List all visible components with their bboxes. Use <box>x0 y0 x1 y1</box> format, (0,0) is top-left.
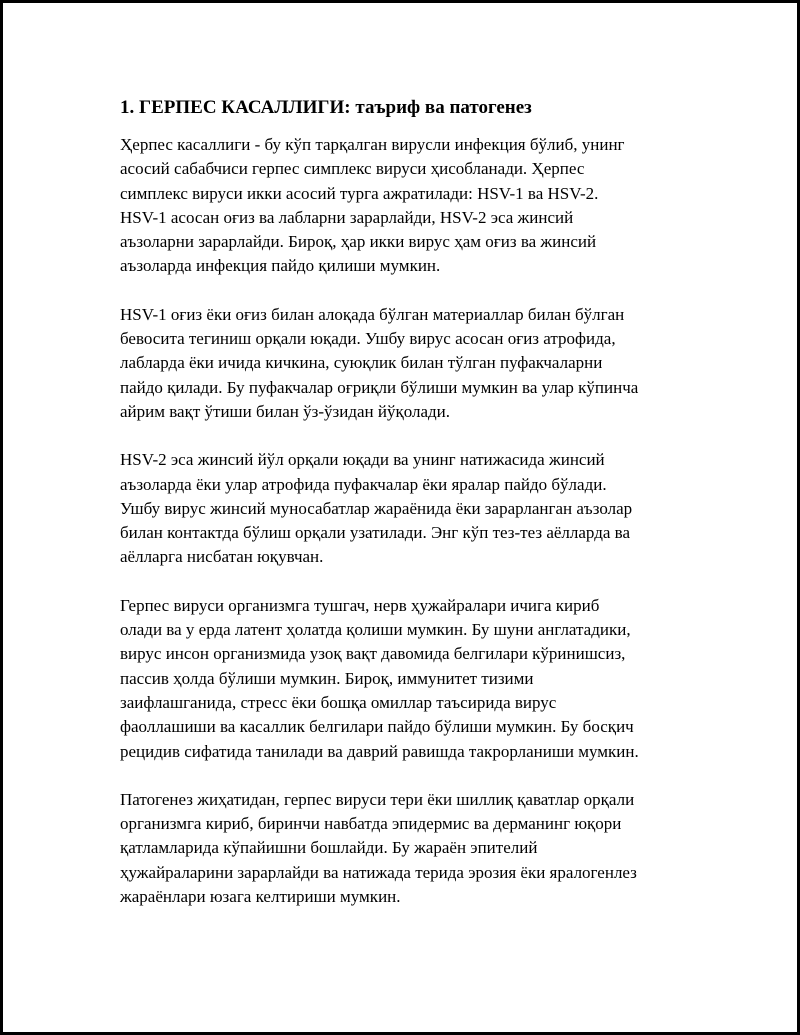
text-line: HSV-1 асосан оғиз ва лабларни зарарлайди, HSV-2 эса жинсий <box>120 207 574 227</box>
paragraph-pathogenesis <box>120 788 700 909</box>
paragraph-hsv1 <box>120 303 700 424</box>
text-line: рецидив сифатида танилади ва даврий равишда такрорланиши мумкин. <box>120 741 639 761</box>
text-line: айрим вақт ўтиши билан ўз-ўзидан йўқолади. <box>120 401 451 421</box>
text-line: Герпес вируси организмга тушгач, нерв ҳужайралари ичига кириб <box>120 595 600 615</box>
text-line: Ушбу вирус жинсий муносабатлар жараёнида ёки зарарланган аъзолар <box>120 498 633 518</box>
paragraph-hsv2 <box>120 448 700 569</box>
text-line: заифлашганида, стресс ёки бошқа омиллар таъсирида вирус <box>120 692 557 712</box>
text-line: аъзоларда инфекция пайдо қилиши мумкин. <box>120 256 441 276</box>
text-line: аёлларга нисбатан юқувчан. <box>120 547 324 567</box>
text-line: вирус инсон организмида узоқ вақт давомида белгилари кўринишсиз, <box>120 644 626 664</box>
text-line: Патогенез жиҳатидан, герпес вируси тери ёки шиллиқ қаватлар орқали <box>120 789 635 809</box>
text-line: олади ва у ерда латент ҳолатда қолиши мумкин. Бу шуни англатадики, <box>120 620 631 640</box>
text-line: лабларда ёки ичида кичкина, суюқлик билан тўлган пуфакчаларни <box>120 353 603 373</box>
text-line: жараёнлари юзага келтириши мумкин. <box>120 887 401 907</box>
paragraph-definition <box>120 133 700 279</box>
text-line: пайдо қилади. Бу пуфакчалар оғриқли бўлиши мумкин ва улар кўпинча <box>120 377 639 397</box>
text-line: ҳужайраларини зарарлайди ва натижада терида эрозия ёки яралогенлез <box>120 862 637 882</box>
paragraph-latency <box>120 594 700 764</box>
text-line: пассив ҳолда бўлиши мумкин. Бироқ, иммунитет тизими <box>120 668 534 688</box>
text-line: қатламларида кўпайишни бошлайди. Бу жараён эпителий <box>120 838 538 858</box>
text-line: Ҳерпес касаллиги - бу кўп тарқалган вирусли инфекция бўлиб, унинг <box>120 135 625 154</box>
text-line: билан контактда бўлиш орқали узатилади. Энг кўп тез-тез аёлларда ва <box>120 523 630 543</box>
text-line: аъзоларда ёки улар атрофида пуфакчалар ёки яралар пайдо бўлади. <box>120 474 607 494</box>
text-line: аъзоларни зарарлайди. Бироқ, ҳар икки вирус ҳам оғиз ва жинсий <box>120 232 597 252</box>
text-line: фаоллашиши ва касаллик белгилари пайдо бўлиши мумкин. Бу босқич <box>120 717 634 737</box>
text-line: HSV-2 эса жинсий йўл орқали юқади ва унинг натижасида жинсий <box>120 450 605 470</box>
text-line: HSV-1 оғиз ёки оғиз билан алоқада бўлган материаллар билан бўлган <box>120 304 625 324</box>
document-body <box>120 95 700 933</box>
section-title: 1. ГЕРПЕС КАСАЛЛИГИ: таъриф ва патогенез <box>120 97 532 118</box>
text-line: асосий сабабчиси герпес симплекс вируси ҳисобланади. Ҳерпес <box>120 159 585 179</box>
text-line: организмга кириб, биринчи навбатда эпидермис ва дерманинг юқори <box>120 814 622 834</box>
text-line: бевосита тегиниш орқали юқади. Ушбу вирус асосан оғиз атрофида, <box>120 329 616 349</box>
text-line: симплекс вируси икки асосий турга ажратилади: HSV-1 ва HSV-2. <box>120 183 599 203</box>
